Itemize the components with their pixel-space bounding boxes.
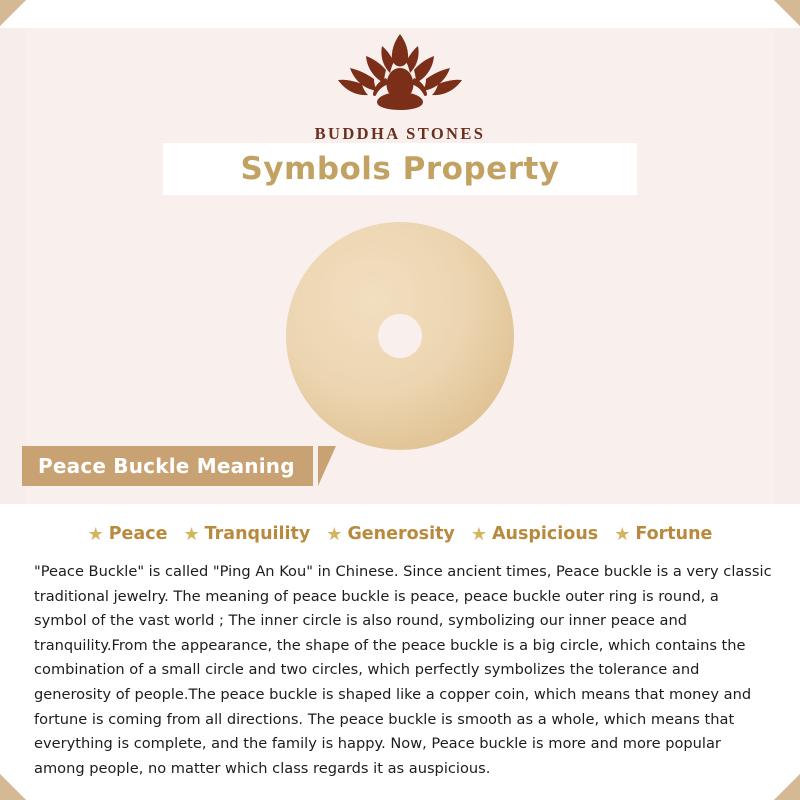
corner-accent-bottom-left	[0, 774, 26, 800]
keyword-label: Auspicious	[491, 524, 599, 544]
star-icon: ★	[183, 524, 200, 544]
brand-logo	[0, 22, 800, 144]
star-icon: ★	[470, 524, 487, 544]
peace-buckle-hole	[378, 314, 422, 358]
keyword-item	[614, 524, 712, 544]
section-ribbon-label: Peace Buckle Meaning	[38, 454, 295, 478]
section-ribbon-tail	[318, 446, 336, 486]
peace-buckle-disc-icon	[286, 222, 514, 450]
star-icon: ★	[614, 524, 631, 544]
brand-name: BUDDHA STONES	[314, 124, 486, 143]
keyword-list	[0, 524, 800, 544]
star-icon: ★	[326, 524, 343, 544]
keyword-item	[88, 524, 168, 544]
keyword-item	[183, 524, 310, 544]
star-icon: ★	[87, 524, 104, 544]
keyword-item	[326, 524, 455, 544]
lotus-meditation-icon	[316, 22, 484, 118]
description-paragraph: "Peace Buckle" is called "Ping An Kou" in Chinese. Since ancient times, Peace buckle is a very classic traditional jewelry. The meaning of peace buckle is peace, peace buckle outer ring is round, a symbol of the vast world ; The inner circle is also round, symbolizing our inner peace and tranquility.From the appearance, the shape of the peace buckle is a big circle, which contains the combination of a small circle and two circles, which perfectly symbolizes the tolerance and generosity of people.The peace buckle is shaped like a copper coin, which means that money and fortune is coming from all directions. The peace buckle is smooth as a whole, which means that everything is complete, and the family is happy. Now, Peace buckle is more and more popular among people, no matter which class regards it as auspicious.	[34, 563, 772, 777]
keyword-label: Fortune	[635, 524, 713, 544]
corner-accent-bottom-right	[774, 774, 800, 800]
keyword-label: Peace	[108, 524, 168, 544]
keyword-label: Tranquility	[204, 524, 311, 544]
page-title: Symbols Property	[240, 151, 560, 187]
keyword-item	[471, 524, 598, 544]
keyword-label: Generosity	[347, 524, 455, 544]
peace-buckle-graphic	[0, 222, 800, 462]
page-title-bar	[163, 143, 637, 195]
section-ribbon	[22, 446, 313, 486]
